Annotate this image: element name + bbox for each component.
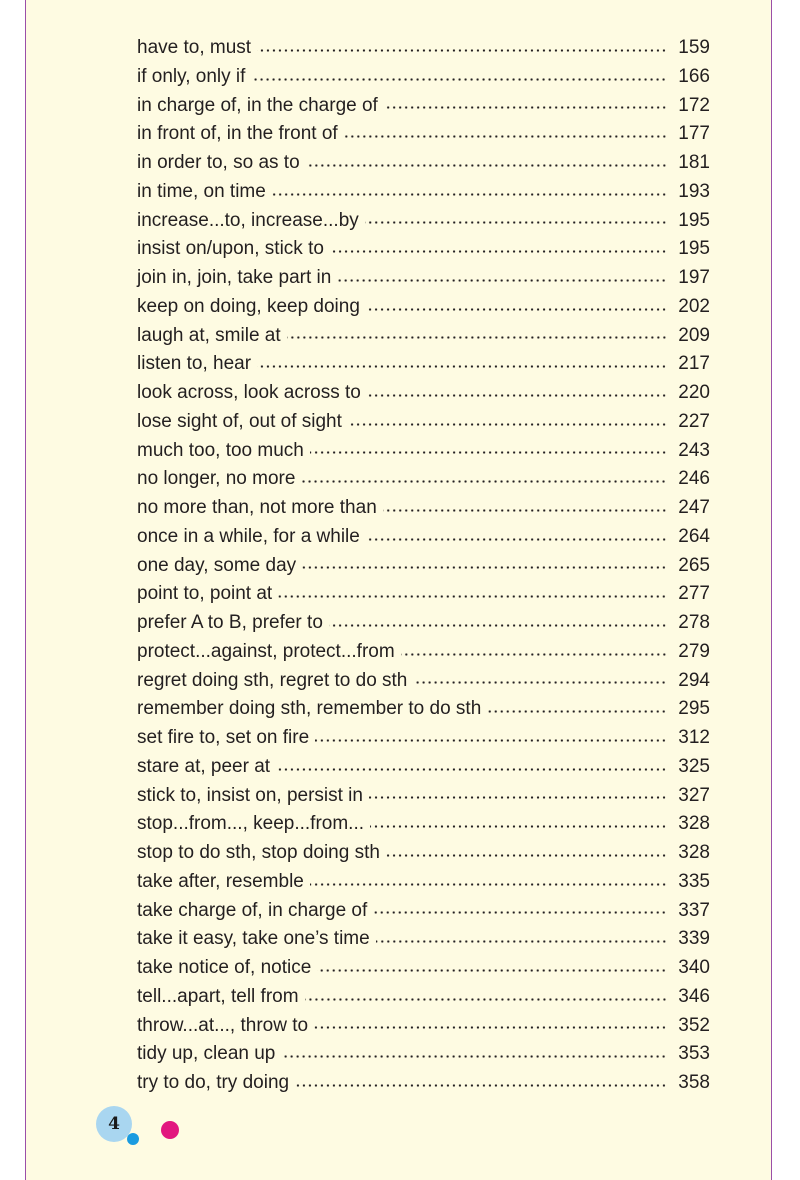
index-entry	[137, 34, 710, 63]
entry-page-number: 181	[678, 152, 710, 173]
entry-page-number: 327	[678, 784, 710, 806]
entry-page-number: 264	[678, 525, 710, 547]
dot-leader	[413, 681, 667, 684]
decorative-pink-dot	[161, 1121, 179, 1139]
entry-phrase: look across, look across to	[137, 382, 361, 403]
dot-leader	[295, 1084, 667, 1087]
dot-leader	[344, 135, 667, 138]
entry-phrase: point to, point at	[137, 583, 273, 605]
entry-page-number: 227	[678, 410, 710, 432]
entry-page-number: 195	[678, 238, 710, 260]
dot-leader	[310, 451, 667, 454]
phrase-index-list	[137, 34, 710, 1098]
index-entry	[137, 839, 710, 868]
entry-phrase: regret doing sth, regret to do sth	[137, 669, 408, 691]
entry-page-number: 172	[678, 94, 710, 116]
entry-page-number: 328	[678, 813, 710, 835]
index-entry	[137, 552, 710, 581]
dot-leader	[301, 480, 667, 483]
dot-leader	[376, 940, 667, 943]
index-entry	[137, 609, 710, 638]
entry-phrase: prefer A to B, prefer to	[137, 612, 323, 633]
entry-page-number: 353	[678, 1043, 710, 1065]
dot-leader	[366, 538, 667, 541]
index-entry	[137, 753, 710, 782]
entry-phrase: laugh at, smile at	[137, 324, 281, 346]
index-entry	[137, 983, 710, 1012]
dot-leader	[370, 825, 667, 828]
entry-page-number: 195	[678, 209, 710, 231]
index-entry	[137, 724, 710, 753]
dot-leader	[276, 768, 667, 771]
entry-page-number: 247	[678, 497, 710, 518]
dot-leader	[373, 911, 667, 914]
entry-phrase: stop to do sth, stop doing sth	[137, 842, 380, 863]
entry-page-number: 335	[678, 870, 710, 892]
dot-leader	[305, 998, 667, 1001]
dot-leader	[278, 595, 667, 598]
entry-phrase: in front of, in the front of	[137, 123, 338, 145]
book-page	[25, 0, 772, 1180]
dot-leader	[366, 308, 667, 311]
entry-page-number: 346	[678, 985, 710, 1007]
entry-phrase: much too, too much	[137, 439, 304, 461]
index-entry	[137, 322, 710, 351]
entry-phrase: take charge of, in charge of	[137, 899, 368, 921]
index-entry	[137, 667, 710, 696]
dot-leader	[306, 164, 667, 167]
entry-phrase: if only, only if	[137, 65, 246, 87]
dot-leader	[386, 854, 667, 857]
dot-leader	[383, 509, 667, 512]
entry-page-number: 246	[678, 468, 710, 490]
entry-page-number: 159	[678, 37, 710, 58]
entry-page-number: 277	[678, 583, 710, 605]
index-entry	[137, 782, 710, 811]
index-entry	[137, 149, 710, 178]
entry-phrase: protect...against, protect...from	[137, 640, 395, 662]
entry-page-number: 279	[678, 640, 710, 662]
dot-leader	[348, 423, 667, 426]
index-entry	[137, 695, 710, 724]
entry-phrase: insist on/upon, stick to	[137, 238, 324, 260]
dot-leader	[401, 653, 667, 656]
dot-leader	[272, 193, 667, 196]
entry-phrase: lose sight of, out of sight	[137, 410, 342, 432]
dot-leader	[337, 279, 667, 282]
entry-page-number: 166	[678, 65, 710, 87]
entry-page-number: 295	[678, 698, 710, 720]
entry-page-number: 209	[678, 324, 710, 346]
index-entry	[137, 897, 710, 926]
index-entry	[137, 264, 710, 293]
dot-leader	[367, 394, 667, 397]
entry-page-number: 278	[678, 612, 710, 633]
entry-page-number: 265	[678, 554, 710, 576]
dot-leader	[317, 969, 667, 972]
index-entry	[137, 523, 710, 552]
entry-page-number: 339	[678, 928, 710, 950]
entry-phrase: in time, on time	[137, 180, 266, 202]
entry-phrase: take after, resemble	[137, 870, 304, 892]
entry-page-number: 197	[678, 267, 710, 288]
dot-leader	[314, 1026, 667, 1029]
entry-page-number: 243	[678, 439, 710, 461]
page-number-badge: 4	[96, 1106, 132, 1142]
entry-page-number: 202	[678, 295, 710, 317]
dot-leader	[310, 883, 667, 886]
index-entry	[137, 235, 710, 264]
entry-page-number: 325	[678, 755, 710, 777]
index-entry	[137, 437, 710, 466]
index-entry	[137, 1069, 710, 1098]
entry-phrase: tell...apart, tell from	[137, 985, 299, 1007]
entry-page-number: 177	[678, 123, 710, 145]
index-entry	[137, 465, 710, 494]
dot-leader	[302, 566, 667, 569]
entry-phrase: keep on doing, keep doing	[137, 295, 360, 317]
dot-leader	[315, 739, 667, 742]
index-entry	[137, 379, 710, 408]
entry-phrase: stop...from..., keep...from...	[137, 813, 365, 835]
dot-leader	[287, 336, 667, 339]
decorative-blue-dot	[127, 1133, 139, 1145]
entry-page-number: 312	[678, 727, 710, 748]
entry-page-number: 328	[678, 842, 710, 863]
index-entry	[137, 1040, 710, 1069]
entry-phrase: listen to, hear	[137, 353, 252, 375]
index-entry	[137, 925, 710, 954]
entry-page-number: 352	[678, 1014, 710, 1036]
dot-leader	[281, 1055, 667, 1058]
dot-leader	[257, 365, 667, 368]
index-entry	[137, 207, 710, 236]
entry-phrase: in order to, so as to	[137, 152, 300, 173]
index-entry	[137, 120, 710, 149]
entry-page-number: 220	[678, 382, 710, 403]
index-entry	[137, 1012, 710, 1041]
index-entry	[137, 810, 710, 839]
entry-page-number: 358	[678, 1072, 710, 1093]
entry-phrase: set fire to, set on fire	[137, 727, 310, 748]
dot-leader	[487, 710, 667, 713]
dot-leader	[369, 796, 667, 799]
index-entry	[137, 954, 710, 983]
entry-phrase: no longer, no more	[137, 468, 296, 490]
index-entry	[137, 408, 710, 437]
dot-leader	[384, 106, 667, 109]
entry-phrase: one day, some day	[137, 554, 297, 576]
index-entry	[137, 92, 710, 121]
entry-page-number: 217	[678, 353, 710, 375]
index-entry	[137, 350, 710, 379]
dot-leader	[251, 78, 667, 81]
entry-phrase: remember doing sth, remember to do sth	[137, 698, 482, 720]
entry-phrase: increase...to, increase...by	[137, 209, 359, 231]
entry-phrase: no more than, not more than	[137, 497, 377, 518]
entry-page-number: 337	[678, 899, 710, 921]
entry-phrase: in charge of, in the charge of	[137, 94, 378, 116]
entry-phrase: once in a while, for a while	[137, 525, 360, 547]
entry-phrase: join in, join, take part in	[137, 267, 332, 288]
dot-leader	[330, 250, 667, 253]
entry-page-number: 340	[678, 957, 710, 978]
entry-page-number: 294	[678, 669, 710, 691]
index-entry	[137, 638, 710, 667]
entry-phrase: stick to, insist on, persist in	[137, 784, 363, 806]
entry-phrase: take notice of, notice	[137, 957, 312, 978]
dot-leader	[257, 49, 667, 52]
index-entry	[137, 63, 710, 92]
index-entry	[137, 178, 710, 207]
entry-phrase: try to do, try doing	[137, 1072, 290, 1093]
index-entry	[137, 868, 710, 897]
entry-phrase: tidy up, clean up	[137, 1043, 276, 1065]
dot-leader	[365, 221, 667, 224]
entry-phrase: stare at, peer at	[137, 755, 271, 777]
index-entry	[137, 293, 710, 322]
entry-phrase: take it easy, take one’s time	[137, 928, 370, 950]
index-entry	[137, 494, 710, 523]
index-entry	[137, 580, 710, 609]
entry-phrase: throw...at..., throw to	[137, 1014, 309, 1036]
entry-page-number: 193	[678, 180, 710, 202]
dot-leader	[329, 624, 667, 627]
entry-phrase: have to, must	[137, 37, 252, 58]
